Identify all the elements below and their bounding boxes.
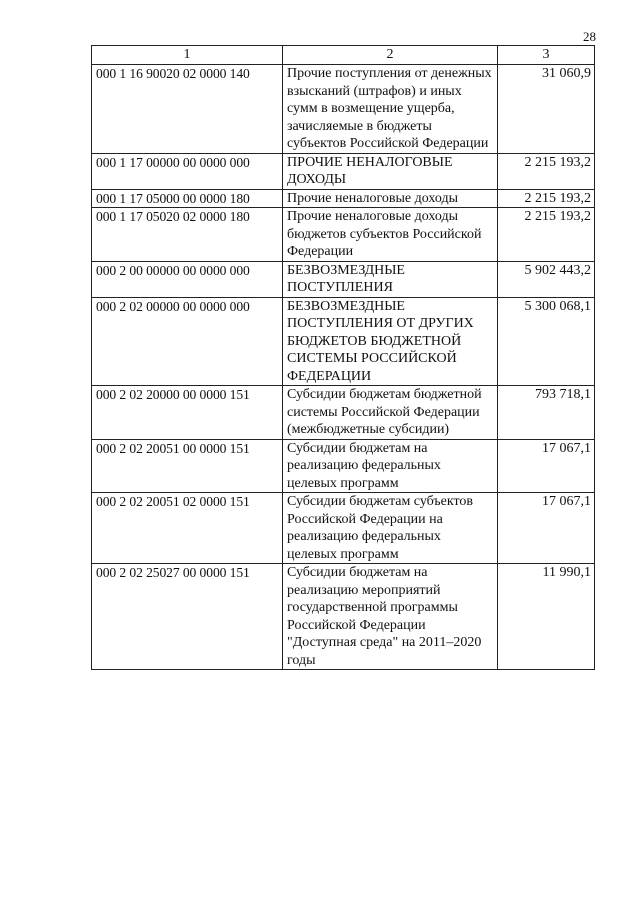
table-row [92, 153, 595, 189]
amount-cell: 2 215 193,2 [498, 208, 595, 262]
revenue-name-cell: БЕЗВОЗМЕЗДНЫЕ ПОСТУПЛЕНИЯ ОТ ДРУГИХ БЮДЖЕТОВ БЮДЖЕТНОЙ СИСТЕМЫ РОССИЙСКОЙ ФЕДЕРАЦИИ [283, 297, 498, 386]
amount-cell: 5 300 068,1 [498, 297, 595, 386]
table-row [92, 189, 595, 208]
budget-code-cell: 000 2 02 00000 00 0000 000 [92, 297, 283, 386]
table-row [92, 208, 595, 262]
budget-code-cell: 000 2 00 00000 00 0000 000 [92, 261, 283, 297]
amount-cell: 17 067,1 [498, 493, 595, 564]
revenue-name-cell: Прочие неналоговые доходы [283, 189, 498, 208]
page-number: 28 [583, 29, 596, 44]
budget-code-cell: 000 1 17 00000 00 0000 000 [92, 153, 283, 189]
budget-code-cell: 000 1 17 05000 00 0000 180 [92, 189, 283, 208]
column-header-amount: 3 [498, 46, 595, 65]
amount-cell: 2 215 193,2 [498, 189, 595, 208]
revenue-name-cell: Субсидии бюджетам бюджетной системы Российской Федерации (межбюджетные субсидии) [283, 386, 498, 440]
amount-cell: 2 215 193,2 [498, 153, 595, 189]
amount-cell: 17 067,1 [498, 439, 595, 493]
table-row [92, 386, 595, 440]
table-row [92, 564, 595, 670]
budget-revenue-table [91, 45, 595, 670]
revenue-name-cell: Субсидии бюджетам на реализацию мероприятий государственной программы Российской Федерации "Доступная среда" на 2011–2020 годы [283, 564, 498, 670]
column-header-name: 2 [283, 46, 498, 65]
amount-cell: 11 990,1 [498, 564, 595, 670]
revenue-name-cell: ПРОЧИЕ НЕНАЛОГОВЫЕ ДОХОДЫ [283, 153, 498, 189]
amount-cell: 793 718,1 [498, 386, 595, 440]
revenue-name-cell: Субсидии бюджетам на реализацию федеральных целевых программ [283, 439, 498, 493]
budget-code-cell: 000 2 02 25027 00 0000 151 [92, 564, 283, 670]
table-header-row [92, 46, 595, 65]
table-row [92, 261, 595, 297]
amount-cell: 5 902 443,2 [498, 261, 595, 297]
table-row [92, 65, 595, 154]
table-row [92, 439, 595, 493]
table-row [92, 493, 595, 564]
amount-cell: 31 060,9 [498, 65, 595, 154]
table-row [92, 297, 595, 386]
revenue-name-cell: БЕЗВОЗМЕЗДНЫЕ ПОСТУПЛЕНИЯ [283, 261, 498, 297]
revenue-name-cell: Субсидии бюджетам субъектов Российской Федерации на реализацию федеральных целевых программ [283, 493, 498, 564]
column-header-code: 1 [92, 46, 283, 65]
budget-code-cell: 000 2 02 20051 00 0000 151 [92, 439, 283, 493]
budget-code-cell: 000 1 16 90020 02 0000 140 [92, 65, 283, 154]
budget-code-cell: 000 1 17 05020 02 0000 180 [92, 208, 283, 262]
budget-code-cell: 000 2 02 20051 02 0000 151 [92, 493, 283, 564]
revenue-name-cell: Прочие неналоговые доходы бюджетов субъектов Российской Федерации [283, 208, 498, 262]
budget-code-cell: 000 2 02 20000 00 0000 151 [92, 386, 283, 440]
revenue-name-cell: Прочие поступления от денежных взысканий (штрафов) и иных сумм в возмещение ущерба, зачисляемые в бюджеты субъектов Российской Федерации [283, 65, 498, 154]
